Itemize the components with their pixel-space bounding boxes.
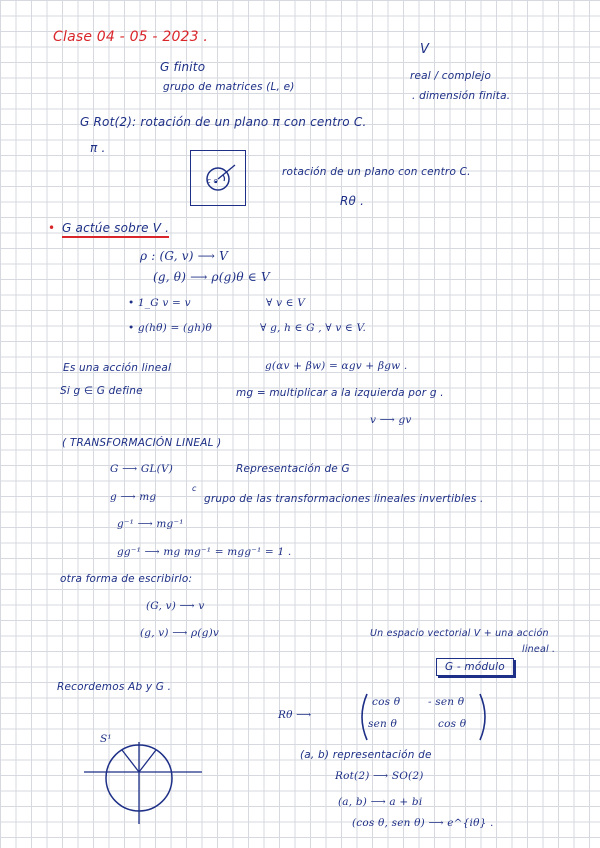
g-g-inverse-map: gg⁻¹ ⟶ mg mg⁻¹ = mgg⁻¹ = 1 . xyxy=(117,546,292,558)
date-heading: Clase 04 - 05 - 2023 . xyxy=(53,29,209,45)
matrix-cell-22: cos θ xyxy=(438,718,467,730)
rot-line: G Rot(2): rotación de un plano π con centro C. xyxy=(80,115,367,129)
matrix-cell-21: sen θ xyxy=(368,718,398,730)
pi-text: π . xyxy=(90,141,106,155)
rotation-caption: rotación de un plano con centro C. xyxy=(282,166,471,178)
matrix-left-paren xyxy=(355,692,371,742)
g-inverse-map: g⁻¹ ⟶ mg⁻¹ xyxy=(117,518,184,530)
axiom-identity-quantifier: ∀ v ∈ V xyxy=(266,297,306,309)
bullet: • xyxy=(48,221,56,235)
rho-definition: ρ : (G, v) ⟶ V xyxy=(140,249,228,263)
rotation-circle-icon xyxy=(191,151,245,205)
rho-map: (g, θ) ⟶ ρ(g)θ ∈ V xyxy=(153,270,270,284)
rotation-diagram-box xyxy=(190,150,246,206)
gv-rho-map: (g, v) ⟶ ρ(g)v xyxy=(140,627,220,639)
g-finito-text: G finito xyxy=(160,60,206,74)
rot-so-map: Rot(2) ⟶ SO(2) xyxy=(335,770,424,782)
matrix-cell-11: cos θ xyxy=(372,696,401,708)
axiom-compat: • g(hθ) = (gh)θ xyxy=(128,322,213,334)
v-to-gv: v ⟶ gv xyxy=(370,414,412,426)
r-theta-arrow: Rθ ⟶ xyxy=(278,709,312,721)
unit-circle-icon xyxy=(84,742,204,842)
lineal-text: lineal . xyxy=(522,644,556,655)
g-to-gl: G ⟶ GL(V) xyxy=(110,463,174,475)
subset-mark: c xyxy=(192,484,197,493)
real-complejo-text: real / complejo xyxy=(410,70,492,82)
g-to-mg: g ⟶ mg xyxy=(110,491,157,503)
ab-representation: (a, b) representación de xyxy=(300,749,432,761)
vector-space-text: Un espacio vectorial V + una acción xyxy=(370,628,549,639)
matrix-cell-12: - sen θ xyxy=(428,696,465,708)
v-symbol: V xyxy=(420,42,430,57)
mg-definition: mg = multiplicar a la izquierda por g . xyxy=(236,387,444,399)
axiom-identity: • 1_G v = v xyxy=(128,297,191,309)
si-define-text: Si g ∈ G define xyxy=(60,385,143,397)
cos-sin-map: (cos θ, sen θ) ⟶ e^{iθ} . xyxy=(352,817,494,829)
matrix-right-paren xyxy=(476,692,492,742)
recordemos-title: Recordemos Ab y G . xyxy=(57,681,172,693)
invertible-group-text: grupo de las transformaciones lineales invertibles . xyxy=(204,493,484,505)
s1-label: S¹ xyxy=(100,733,112,745)
dimension-finita-text: . dimensión finita. xyxy=(412,90,511,102)
linear-equation: g(αv + βw) = αgv + βgw . xyxy=(265,360,408,372)
representation-text: Representación de G xyxy=(236,463,350,475)
gv-map: (G, v) ⟶ v xyxy=(146,600,205,612)
transform-title: ( TRANSFORMACIÓN LINEAL ) xyxy=(62,437,222,449)
action-title: G actúe sobre V . xyxy=(62,221,169,238)
axiom-compat-quantifier: ∀ g, h ∈ G , ∀ v ∈ V. xyxy=(260,322,367,334)
g-module-box: G - módulo xyxy=(436,658,514,676)
grupo-matrices-text: grupo de matrices (L, e) xyxy=(163,81,295,93)
otra-forma-text: otra forma de escribirlo: xyxy=(60,573,193,585)
diagram-label: c o xyxy=(207,177,218,185)
ab-complex-map: (a, b) ⟶ a + bi xyxy=(338,796,423,808)
r-theta-label: Rθ . xyxy=(340,194,365,208)
linear-action-text: Es una acción lineal xyxy=(63,362,172,374)
